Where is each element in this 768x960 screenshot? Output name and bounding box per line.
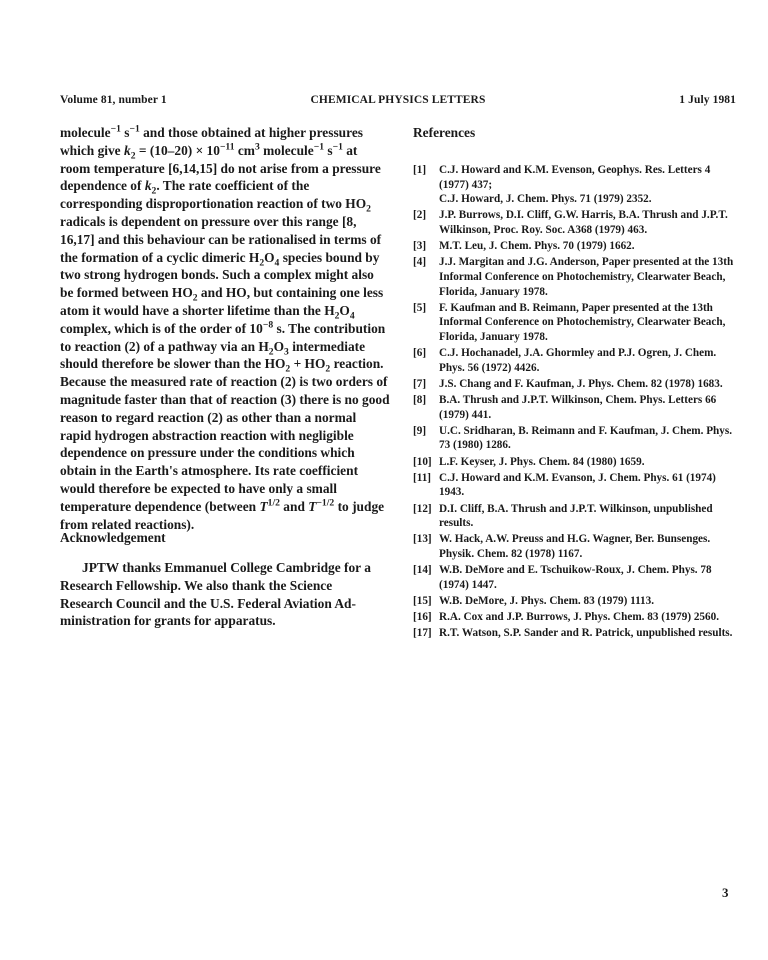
reference-number: [10]: [413, 455, 432, 468]
reference-item: [413, 301, 739, 345]
reference-text: J.J. Margitan and J.G. Anderson, Paper presented at the 13th Informal Conference on Photochemistry, Clearwater Beach, Florida, January 1978.: [439, 256, 734, 298]
reference-number: [6]: [413, 347, 427, 360]
references-list: [413, 163, 739, 641]
journal-title: CHEMICAL PHYSICS LETTERS: [310, 94, 486, 106]
reference-text: B.A. Thrush and J.P.T. Wilkinson, Chem. Phys. Letters 66 (1979) 441.: [439, 394, 717, 421]
reference-text: R.A. Cox and J.P. Burrows, J. Phys. Chem. 83 (1979) 2560.: [439, 611, 720, 624]
reference-number: [12]: [413, 502, 432, 515]
reference-item: [413, 377, 739, 392]
reference-number: [9]: [413, 424, 427, 437]
reference-item: [413, 239, 739, 254]
reference-item: [413, 255, 739, 299]
reference-text: C.J. Howard and K.M. Evanson, J. Chem. Phys. 61 (1974) 1943.: [439, 471, 716, 499]
reference-item: [413, 424, 739, 453]
reference-text: F. Kaufman and B. Reimann, Paper presented at the 13th Informal Conference on Photochemistry, Clearwater Beach, Florida, January 1978.: [439, 301, 726, 343]
reference-text: J.S. Chang and F. Kaufman, J. Phys. Chem. 82 (1978) 1683.: [439, 377, 723, 390]
reference-number: [8]: [413, 394, 427, 407]
reference-item: [413, 208, 739, 237]
reference-item: [413, 532, 739, 561]
reference-text: U.C. Sridharan, B. Reimann and F. Kaufman, J. Chem. Phys. 73 (1980) 1286.: [439, 424, 732, 452]
reference-text: L.F. Keyser, J. Phys. Chem. 84 (1980) 1659.: [439, 455, 645, 468]
reference-text: C.J. Howard and K.M. Evenson, Geophys. Res. Letters 4 (1977) 437; C.J. Howard, J. Chem. Phys. 71 (1979) 2352.: [439, 164, 711, 206]
reference-text: W.B. DeMore and E. Tschuikow-Roux, J. Chem. Phys. 78 (1974) 1447.: [439, 564, 712, 591]
reference-text: W.B. DeMore, J. Phys. Chem. 83 (1979) 1113.: [439, 594, 655, 607]
reference-number: [5]: [413, 301, 427, 314]
issue-date: 1 July 1981: [679, 94, 736, 106]
reference-item: [413, 393, 739, 422]
reference-number: [2]: [413, 209, 427, 222]
reference-text: M.T. Leu, J. Chem. Phys. 70 (1979) 1662.: [439, 240, 635, 253]
reference-text: W. Hack, A.W. Preuss and H.G. Wagner, Ber. Bunsenges. Physik. Chem. 82 (1978) 1167.: [439, 533, 711, 560]
reference-number: [3]: [413, 240, 427, 253]
page-number: 3: [722, 885, 729, 900]
reference-item: [413, 471, 739, 500]
reference-number: [16]: [413, 611, 432, 624]
acknowledgement-text: JPTW thanks Emmanuel College Cambridge for a Research Fellowship. We also thank the Science Research Council and the U.S. Federal Aviation Administration for grants for apparatus.: [60, 560, 371, 629]
reference-number: [17]: [413, 627, 432, 640]
reference-text: C.J. Hochanadel, J.A. Ghormley and P.J. Ogren, J. Chem. Phys. 56 (1972) 4426.: [439, 347, 717, 374]
acknowledgement-heading: Acknowledgement: [60, 530, 166, 545]
reference-item: [413, 626, 739, 641]
body-column: [60, 124, 390, 533]
reference-number: [1]: [413, 164, 427, 176]
reference-text: R.T. Watson, S.P. Sander and R. Patrick, unpublished results.: [439, 627, 733, 640]
reference-item: [413, 563, 739, 592]
reference-number: [4]: [413, 256, 427, 269]
reference-item: [413, 163, 739, 207]
reference-text: J.P. Burrows, D.I. Cliff, G.W. Harris, B.A. Thrush and J.P.T. Wilkinson, Proc. Roy. Soc. A368 (1979) 463.: [439, 209, 728, 236]
reference-number: [13]: [413, 533, 432, 546]
reference-item: [413, 455, 739, 470]
reference-number: [15]: [413, 594, 432, 607]
reference-item: [413, 594, 739, 609]
running-header: [60, 94, 736, 110]
reference-text: D.I. Cliff, B.A. Thrush and J.P.T. Wilkinson, unpublished results.: [439, 502, 713, 530]
reference-number: [11]: [413, 471, 432, 484]
reference-item: [413, 502, 739, 531]
body-paragraph: molecule$^{-1}$ $s^{-1}$ and those obtained at higher pressures which give $k_2 = (10-20) \times 10^{-11}$ $cm^3$ molecule$^{-1}$ $s^{-1}$ at room temperature [6,14,15] do not arise from a pressure dependence of $k_2$. The rate coefficient of the corresponding disproportionation reaction of two $HO_2$ radicals is dependent on pressure over this range [8, 16,17] and this behaviour can be rationalised in terms of the formation of a cyclic dimeric $H_2O_4$ species bound by two strong hydrogen bonds. Such a complex might also be formed between $HO_2$ and HO, but containing one less atom it would have a shorter lifetime than the $H_2O_4$ complex, which is of the order of $10^{-8}$ s. The contribution to reaction (2) of a pathway via an $H_2O_3$ intermediate should therefore be slower than the $HO_2 + HO_2$ reaction. Because the measured rate of reaction (2) is two orders of magnitude faster than that of reaction (3) there is no good reason to regard reaction (2) as other than a normal rapid hydrogen abstraction reaction with negligible dependence on pressure under the conditions which obtain in the Earth's atmosphere. Its rate coefficient would therefore be expected to have only a small temperature dependence (between $T^{1/2}$ and $T^{-1/2}$ to judge from related reactions).: [60, 123, 390, 532]
reference-number: [7]: [413, 377, 427, 390]
reference-item: [413, 610, 739, 625]
reference-number: [14]: [413, 564, 432, 577]
reference-item: [413, 346, 739, 375]
volume-info: Volume 81, number 1: [60, 94, 167, 106]
references-column: [413, 124, 739, 643]
references-heading: References: [413, 125, 476, 140]
